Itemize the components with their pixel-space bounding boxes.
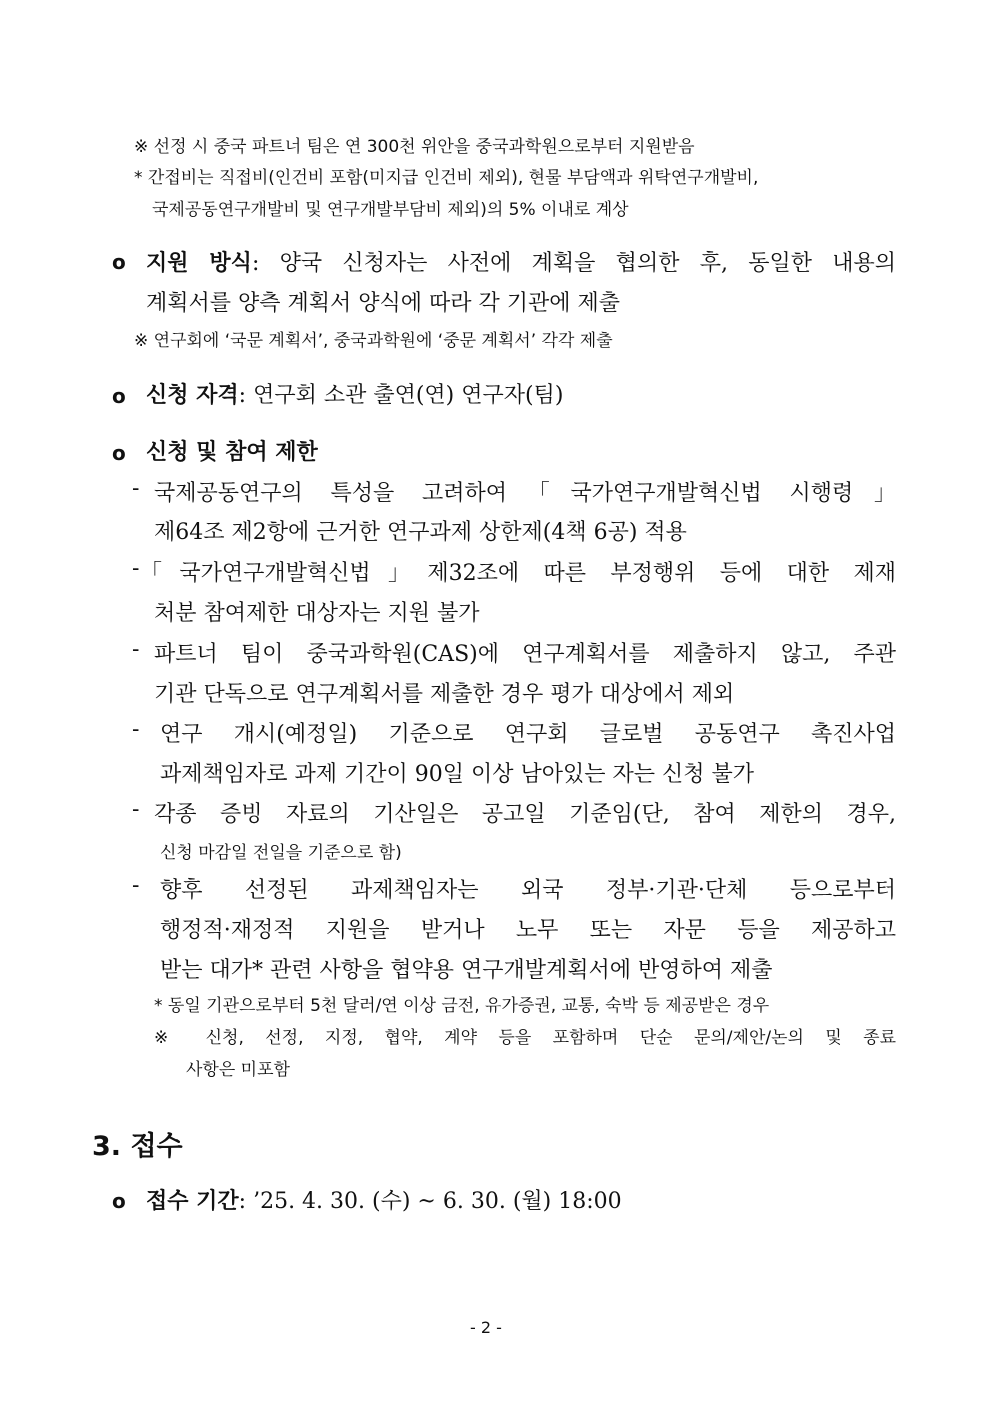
item6-line3: 받는 대가* 관련 사항을 협약용 연구개발계획서에 반영하여 제출 — [160, 958, 773, 983]
support-method-text1: : 양국 신청자는 사전에 계획을 협의한 후, 동일한 내용의 — [251, 251, 896, 276]
bullet-eligibility: o — [112, 384, 126, 408]
page-number: - 2 - — [470, 1318, 502, 1337]
item2-dash: - — [132, 556, 140, 581]
item5-line1: 각종 증빙 자료의 기산일은 공고일 기준임(단, 참여 제한의 경우, — [154, 802, 896, 827]
item3-dash: - — [132, 637, 140, 662]
item6-line2: 행정적·재정적 지원을 받거나 노무 또는 자문 등을 제공하고 — [160, 918, 896, 943]
eligibility-line — [146, 378, 563, 409]
reception-period-label: 접수 기간 — [146, 1188, 239, 1214]
support-method-label: 지원 방식 — [146, 250, 252, 276]
item4-line2: 과제책임자로 과제 기간이 90일 이상 남아있는 자는 신청 불가 — [160, 762, 754, 787]
support-method-line2: 계획서를 양측 계획서 양식에 따라 각 기관에 제출 — [146, 291, 620, 316]
item2-line2: 처분 참여제한 대상자는 지원 불가 — [154, 601, 480, 626]
indirect-cost-note-line1: * 간접비는 직접비(인건비 포함(미지급 인건비 제외), 현물 부담액과 위탁연구개발비, — [134, 168, 759, 188]
support-method-line1 — [146, 246, 896, 277]
item6-dash: - — [132, 873, 140, 898]
item2-line1: 「국가연구개발혁신법」제32조에 따른 부정행위 등에 대한 제재 — [140, 561, 896, 586]
scope-note-line1: ※ 신청, 선정, 지정, 협약, 계약 등을 포함하며 단순 문의/제안/논의 및 종료 — [154, 1028, 896, 1048]
restrictions-heading — [146, 435, 318, 466]
scope-note-line2: 사항은 미포함 — [186, 1060, 290, 1080]
bullet-reception: o — [112, 1189, 126, 1213]
item5-line2: 신청 마감일 전일을 기준으로 함) — [160, 843, 402, 863]
item1-line1: 국제공동연구의 특성을 고려하여「국가연구개발혁신법 시행령」 — [154, 481, 896, 506]
support-method-note: ※ 연구회에 ‘국문 계획서’, 중국과학원에 ‘중문 계획서’ 각각 제출 — [134, 331, 613, 351]
section3-title: 3. 접수 — [92, 1131, 183, 1162]
item5-dash: - — [132, 797, 140, 822]
eligibility-text: : 연구회 소관 출연(연) 연구자(팀) — [238, 383, 564, 408]
eligibility-label: 신청 자격 — [146, 382, 239, 408]
benefit-footnote: * 동일 기관으로부터 5천 달러/연 이상 금전, 유가증권, 교통, 숙박 등 제공받은 경우 — [154, 996, 770, 1016]
item1-line2: 제64조 제2항에 근거한 연구과제 상한제(4책 6공) 적용 — [154, 520, 687, 545]
reception-period-line — [146, 1184, 622, 1215]
bullet-restrictions: o — [112, 441, 126, 465]
reception-period-text: : ’25. 4. 30. (수) ~ 6. 30. (월) 18:00 — [238, 1189, 622, 1214]
item3-line1: 파트너 팀이 중국과학원(CAS)에 연구계획서를 제출하지 않고, 주관 — [154, 642, 896, 667]
item4-dash: - — [132, 717, 140, 742]
item4-line1: 연구 개시(예정일) 기준으로 연구회 글로벌 공동연구 촉진사업 — [160, 722, 896, 747]
selection-support-note: ※ 선정 시 중국 파트너 팀은 연 300천 위안을 중국과학원으로부터 지원받음 — [134, 137, 695, 157]
item1-dash: - — [132, 476, 140, 501]
item6-line1: 향후 선정된 과제책임자는 외국 정부·기관·단체 등으로부터 — [160, 878, 896, 903]
indirect-cost-note-line2: 국제공동연구개발비 및 연구개발부담비 제외)의 5% 이내로 계상 — [152, 200, 629, 220]
bullet-support-method: o — [112, 250, 126, 274]
restrictions-label: 신청 및 참여 제한 — [146, 439, 318, 465]
item3-line2: 기관 단독으로 연구계획서를 제출한 경우 평가 대상에서 제외 — [154, 682, 735, 707]
